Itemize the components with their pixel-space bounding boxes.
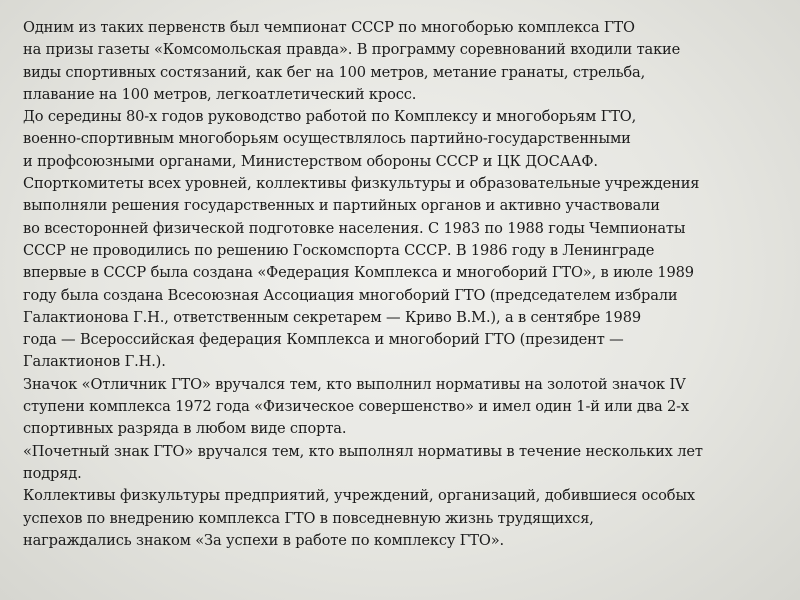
- text-line: виды спортивных состязаний, как бег на 100 метров, метание гранаты, стрельба,: [23, 63, 646, 81]
- text-line: До середины 80-х годов руководство работой по Комплексу и многоборьям ГТО,: [23, 108, 637, 126]
- text-line: «Почетный знак ГТО» вручался тем, кто выполнял нормативы в течение нескольких лет: [23, 442, 703, 460]
- text-line: плавание на 100 метров, легкоатлетический кросс.: [23, 85, 417, 103]
- text-line: Галактионов Г.Н.).: [23, 353, 166, 371]
- text-line: и профсоюзными органами, Министерством обороны СССР и ЦК ДОСААФ.: [23, 152, 598, 170]
- text-line: Значок «Отличник ГТО» вручался тем, кто выполнил нормативы на золотой значок IV: [23, 375, 686, 393]
- text-line: спортивных разряда в любом виде спорта.: [23, 420, 347, 438]
- text-line: года — Всероссийская федерация Комплекса и многоборий ГТО (президент —: [23, 331, 624, 349]
- text-line: награждались знаком «За успехи в работе по комплексу ГТО».: [23, 531, 504, 549]
- text-line: СССР не проводились по решению Госкомспорта СССР. В 1986 году в Ленинграде: [23, 241, 655, 259]
- text-line: Одним из таких первенств был чемпионат СССР по многоборью комплекса ГТО: [23, 19, 635, 36]
- text-line: во всесторонней физической подготовке населения. С 1983 по 1988 годы Чемпионаты: [23, 219, 686, 237]
- text-line: подряд.: [23, 464, 82, 482]
- text-line: на призы газеты «Комсомольская правда». В программу соревнований входили такие: [23, 41, 681, 59]
- text-line: году была создана Всесоюзная Ассоциация многоборий ГТО (председателем избрали: [23, 286, 678, 304]
- text-line: Коллективы физкультуры предприятий, учреждений, организаций, добившиеся особых: [23, 487, 695, 505]
- text-line: впервые в СССР была создана «Федерация Комплекса и многоборий ГТО», в июле 1989: [23, 264, 694, 282]
- text-line: Спорткомитеты всех уровней, коллективы физкультуры и образовательные учреждения: [23, 175, 700, 193]
- body-text: [23, 17, 793, 552]
- text-line: выполняли решения государственных и партийных органов и активно участвовали: [23, 197, 660, 215]
- text-line: ступени комплекса 1972 года «Физическое совершенство» и имел один 1-й или два 2-х: [23, 398, 689, 416]
- text-line: Галактионова Г.Н., ответственным секретарем — Криво В.М.), а в сентябре 1989: [23, 308, 641, 326]
- text-line: успехов по внедрению комплекса ГТО в повседневную жизнь трудящихся,: [23, 509, 594, 527]
- text-line: военно-спортивным многоборьям осуществлялось партийно-государственными: [23, 130, 631, 148]
